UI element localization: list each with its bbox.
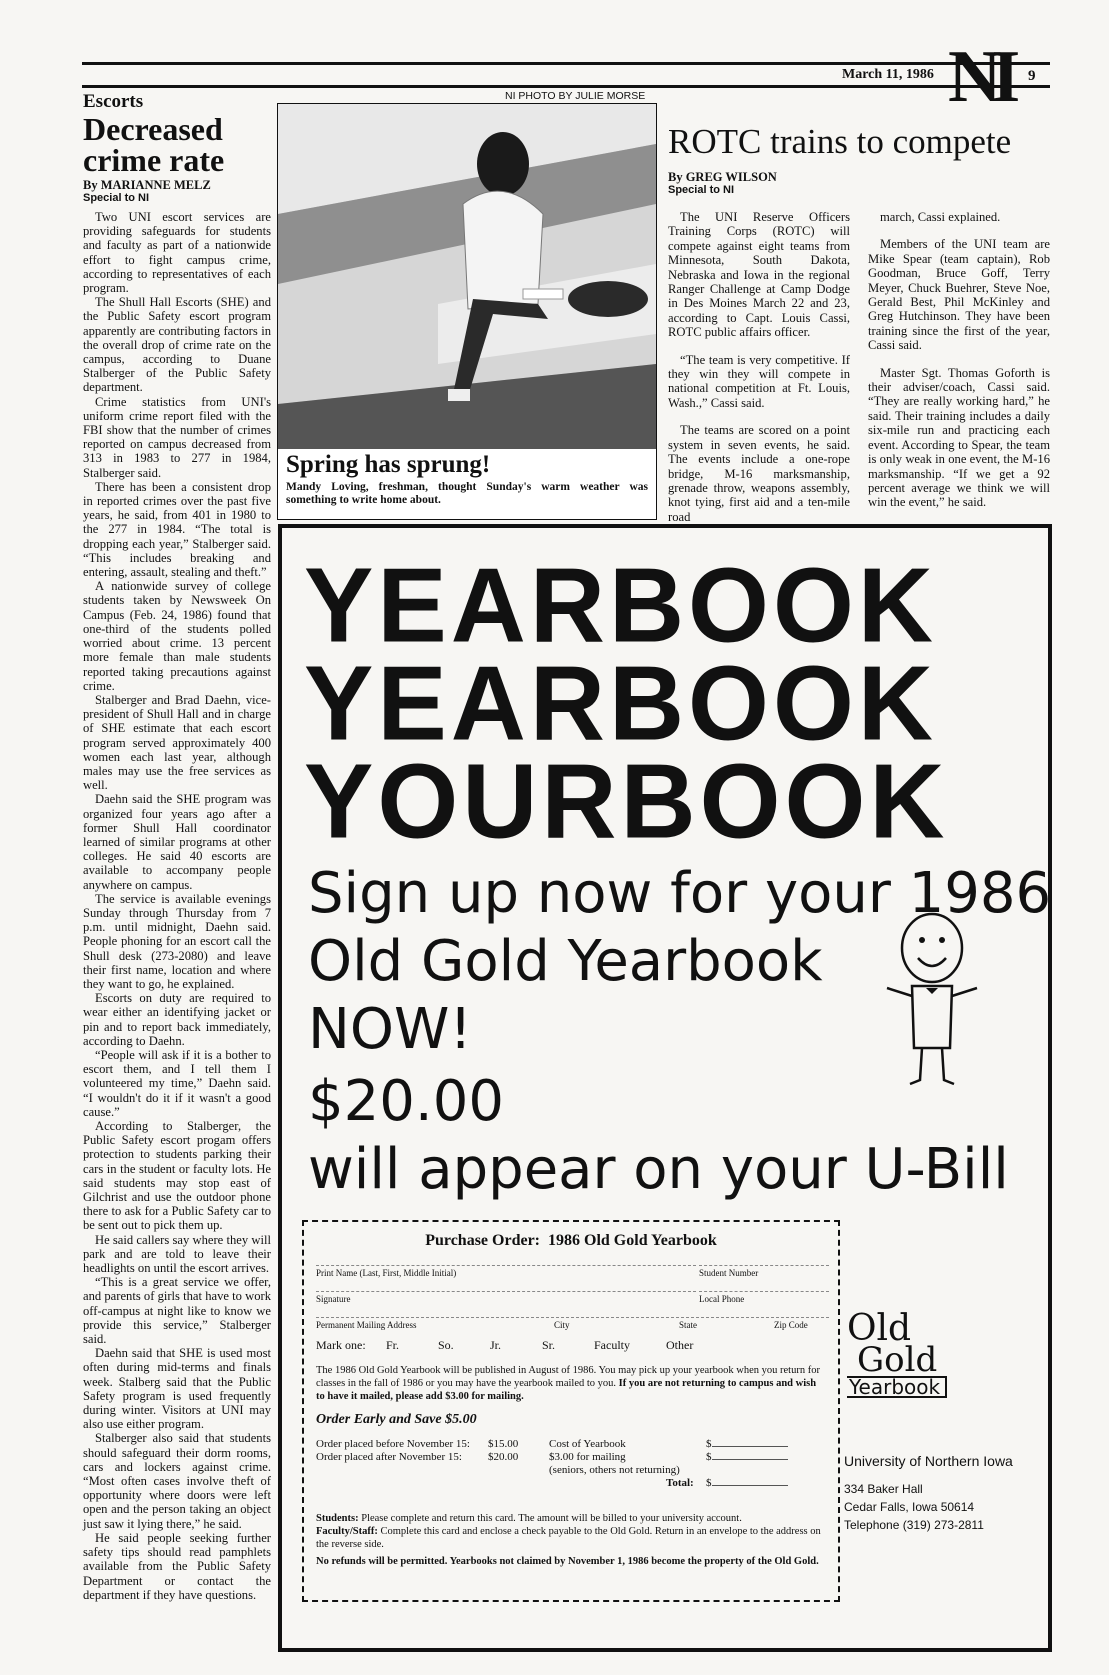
address-field[interactable] [316, 1317, 829, 1318]
before-price: $15.00 [488, 1438, 519, 1450]
student-number-field[interactable] [699, 1265, 829, 1266]
city-label: City [554, 1320, 570, 1330]
before-label: Order placed before November 15: [316, 1438, 470, 1450]
article-paragraph: The UNI Reserve Officers Training Corps (ROTC) will compete against eight teams from Minnesota, South Dakota, Nebraska and Iowa in the regional Ranger Challenge at Camp Dodge in Des Moines March 22 and 23, according to Capt. Louis Cassi, ROTC public affairs officer. [668, 210, 850, 340]
dollar-sign: $ [706, 1477, 712, 1489]
article-paragraph: Members of the UNI team are Mike Spear (team captain), Rob Goodman, Bruce Goff, Terry Meyer, Chuck Buehrer, Steve Noe, Gerald Best, Phil McKinley and Greg Hutchinson. They have been training since the first of the year, Cassi said. [868, 237, 1050, 353]
university-address [844, 1480, 984, 1534]
caption-title: Spring has sprung! [286, 451, 491, 478]
signature-field[interactable] [316, 1291, 696, 1292]
article-kicker: Escorts [83, 91, 144, 112]
signature-label: Signature [316, 1294, 351, 1304]
faculty-label: Faculty/Staff: [316, 1526, 378, 1537]
after-price: $20.00 [488, 1451, 519, 1463]
option-jr[interactable]: Jr. [490, 1338, 502, 1352]
total-amount-field[interactable] [706, 1477, 788, 1490]
state-label: State [679, 1320, 697, 1330]
purchase-order-form [302, 1220, 840, 1602]
dollar-sign: $ [706, 1451, 712, 1463]
photo-credit: NI PHOTO BY JULIE MORSE [505, 90, 646, 102]
article-paragraph: “The team is very competitive. If they win they will compete in national competition at Ft. Louis, Wash.,” Cassi said. [668, 352, 850, 410]
article-paragraph: Daehn said that SHE is used most often during mid-terms and finals week. Stalberg said that the Public Safety program is used frequently during winter. Visitors at UNI may also use either program. [83, 1346, 271, 1432]
article-paragraph: Master Sgt. Thomas Goforth is their adviser/coach, Cassi said. “They are really working hard,” he said. Their training includes a daily six-mile run and practicing each event. According to Spear, the team is only weak in one event, the M-16 marksmanship. “If we get a 92 percent average we think we will win the event,” he said. [868, 365, 1050, 510]
order-early-heading: Order Early and Save $5.00 [316, 1412, 477, 1427]
photo-frame [277, 103, 657, 520]
students-text: Please complete and return this card. The amount will be billed to your university account. [361, 1513, 742, 1524]
caption-text: Mandy Loving, freshman, thought Sunday's warm weather was something to write home about. [286, 481, 648, 506]
student-number-label: Student Number [699, 1268, 759, 1278]
article-paragraph: Stalberger also said that students should safeguard their dorm rooms, cars and lockers against crime. “Most often cases involve theft of opportunity where doors were left open and the person taking an object just saw it lying there,” he said. [83, 1431, 271, 1531]
article-paragraph: “This is a great service we offer, and parents of girls that have to work off-campus at night like to know we provide this service,” Stalberger said. [83, 1275, 271, 1347]
mailing-note: (seniors, others not returning) [549, 1464, 680, 1476]
old-gold-logo [847, 1308, 947, 1399]
article-paragraph: He said people seeking further safety tips should read pamphlets available from the Public Safety Department or contact the department if they have questions. [83, 1530, 271, 1602]
article-paragraph: The service is available evenings Sunday through Thursday from 7 p.m. until midnight, Daehn said. People phoning for an escort call the Shull desk (273-2080) and leave their first name, location and where they want to go, he explained. [83, 891, 271, 991]
page-number: 9 [1028, 68, 1036, 84]
article-byline: By MARIANNE MELZ [83, 178, 211, 192]
yearbook-ad [278, 524, 1052, 1652]
article-body [83, 210, 271, 1602]
mascot-illustration [882, 908, 982, 1093]
name-label: Print Name (Last, First, Middle Initial) [316, 1268, 457, 1278]
address-line: Telephone (319) 273-2811 [844, 1518, 984, 1532]
zip-label: Zip Code [774, 1320, 808, 1330]
ad-yearbook-line: Old Gold Yearbook [308, 929, 823, 994]
mark-one-row [316, 1338, 693, 1353]
ad-ubill-line: will appear on your U-Bill [308, 1137, 1009, 1202]
rotc-byline-sub: Special to NI [668, 184, 735, 196]
form-info-text: The 1986 Old Gold Yearbook will be published in August of 1986. You may pick up your yearbook when you return for classes in the fall of 1986 or you may have the yearbook mailed to you. [316, 1365, 820, 1389]
rotc-column-2 [868, 210, 1050, 523]
mailing-label: $3.00 for mailing [549, 1451, 626, 1463]
escorts-article [83, 92, 271, 1602]
form-info-bold: If you are not returning to campus and wish to have it mailed, please add $3.00 for mailing. [316, 1378, 817, 1402]
form-instructions [316, 1512, 826, 1568]
option-faculty[interactable]: Faculty [594, 1338, 630, 1352]
issue-date: March 11, 1986 [842, 67, 934, 82]
article-paragraph: Escorts on duty are required to wear either an identifying jacket or pin and to report back immediately, according to Daehn. [83, 991, 271, 1048]
ad-headline-3: YOURBOOK [304, 742, 949, 862]
article-paragraph: “People will ask if it is a bother to escort them, and I tell them I volunteered my time,” Daehn said. “I wouldn't do it if it wasn't a good cause.” [83, 1047, 271, 1119]
option-other[interactable]: Other [666, 1338, 694, 1352]
logo-text: NI [948, 36, 1011, 118]
option-so[interactable]: So. [438, 1338, 454, 1352]
after-label: Order placed after November 15: [316, 1451, 462, 1463]
form-info [316, 1364, 826, 1403]
cost-amount-field[interactable] [706, 1438, 788, 1451]
option-sr[interactable]: Sr. [542, 1338, 556, 1352]
total-label: Total: [666, 1477, 694, 1489]
article-headline: Decreased crime rate [83, 111, 225, 178]
dollar-sign: $ [706, 1438, 712, 1450]
article-paragraph: He said callers say where they will park and are told to leave their headlights on until the escort arrives. [83, 1232, 271, 1276]
masthead-bottom-rule [82, 85, 1050, 88]
ad-headline-1: YEARBOOK [304, 546, 937, 666]
ad-headline-2: YEARBOOK [304, 644, 937, 764]
mailing-amount-field[interactable] [706, 1451, 788, 1464]
article-paragraph: The Shull Hall Escorts (SHE) and the Public Safety escort program apparently are contributing factors in the overall drop of crime rate on the campus, according to Duane Stalberger of the Public Safety department. [83, 295, 271, 395]
mark-one-label: Mark one: [316, 1338, 366, 1352]
person-hair [477, 132, 529, 196]
address-line: Cedar Falls, Iowa 50614 [844, 1500, 975, 1514]
article-paragraph: Crime statistics from UNI's uniform crime report filed with the FBI show that the number of crimes reported on campus decreased from 313 in 1983 to 277 in 1984, Stalberger said. [83, 394, 271, 480]
faculty-text: Complete this card and enclose a check payable to the Old Gold. Return in an envelope to the address on the reverse side. [316, 1526, 821, 1550]
article-paragraph: A nationwide survey of college students taken by Newsweek On Campus (Feb. 24, 1986) found that one-third of the students polled worried about crime. 13 percent more female than male students reported taking precautions against crime. [83, 579, 271, 693]
name-field[interactable] [316, 1265, 696, 1266]
article-byline-sub: Special to NI [83, 192, 150, 204]
nameplate-logo [948, 36, 1011, 118]
article-paragraph: According to Stalberger, the Public Safety escort progam offers protection to students parking their cars in the student or faculty lots. He said students may stop east of Gilchrist and use the outdoor phone there to ask for a Public Safety car to be sent out to pick them up. [83, 1119, 271, 1233]
rotc-byline: By GREG WILSON [668, 170, 777, 184]
address-line: 334 Baker Hall [844, 1482, 923, 1496]
option-fr[interactable]: Fr. [386, 1338, 400, 1352]
form-title: Purchase Order: 1986 Old Gold Yearbook [425, 1232, 717, 1249]
article-paragraph: march, Cassi explained. [880, 210, 1001, 224]
ad-signup-line: Sign up now for your 1986 [308, 861, 1052, 926]
phone-field[interactable] [699, 1291, 829, 1292]
article-paragraph: There has been a consistent drop in reported crimes over the past five years, he said, from 401 in 1980 to the 277 in 1984. “The total is dropping each year,” Stalberger said. “This includes breaking and entering, assault, stealing and theft.” [83, 479, 271, 580]
university-name: University of Northern Iowa [844, 1453, 1013, 1469]
article-paragraph: The teams are scored on a point system in seven events, he said. The events include a one-rope bridge, M-16 marksmanship, grenade throw, weapons assembly, knot tying, first aid and a ten-mile road [668, 423, 850, 524]
masthead-top-rule [82, 62, 1050, 65]
phone-label: Local Phone [699, 1294, 745, 1304]
rotc-column-1 [668, 210, 850, 537]
ad-now-line: NOW! [308, 997, 472, 1062]
logo-gold: Gold [857, 1340, 938, 1381]
logo-old: Old [847, 1308, 912, 1349]
rotc-headline: ROTC trains to compete [668, 122, 1012, 161]
article-paragraph: Daehn said the SHE program was organized four years ago after a former Shull Hall coordinator learned of similar programs at other colleges. He said 40 escorts are available to accompany people anywhere on campus. [83, 792, 271, 892]
ad-price: $20.00 [308, 1069, 504, 1134]
article-paragraph: Two UNI escort services are providing safeguards for students and faculty as part of a nationwide effort to fight campus crime, according to representatives of each program. [83, 210, 271, 296]
spring-photo [278, 104, 656, 449]
article-paragraph: Stalberger and Brad Daehn, vice-president of Shull Hall and in charge of SHE estimate that each escort program served approximately 400 women each last year, although males may use the free services as well. [83, 692, 271, 793]
cost-label: Cost of Yearbook [549, 1438, 626, 1450]
logo-yearbook: Yearbook [847, 1376, 947, 1398]
rotc-byline-block [668, 171, 868, 202]
students-label: Students: [316, 1513, 359, 1524]
refund-notice: No refunds will be permitted. Yearbooks not claimed by November 1, 1986 become the property of the Old Gold. [316, 1556, 819, 1567]
address-label: Permanent Mailing Address [316, 1320, 417, 1330]
